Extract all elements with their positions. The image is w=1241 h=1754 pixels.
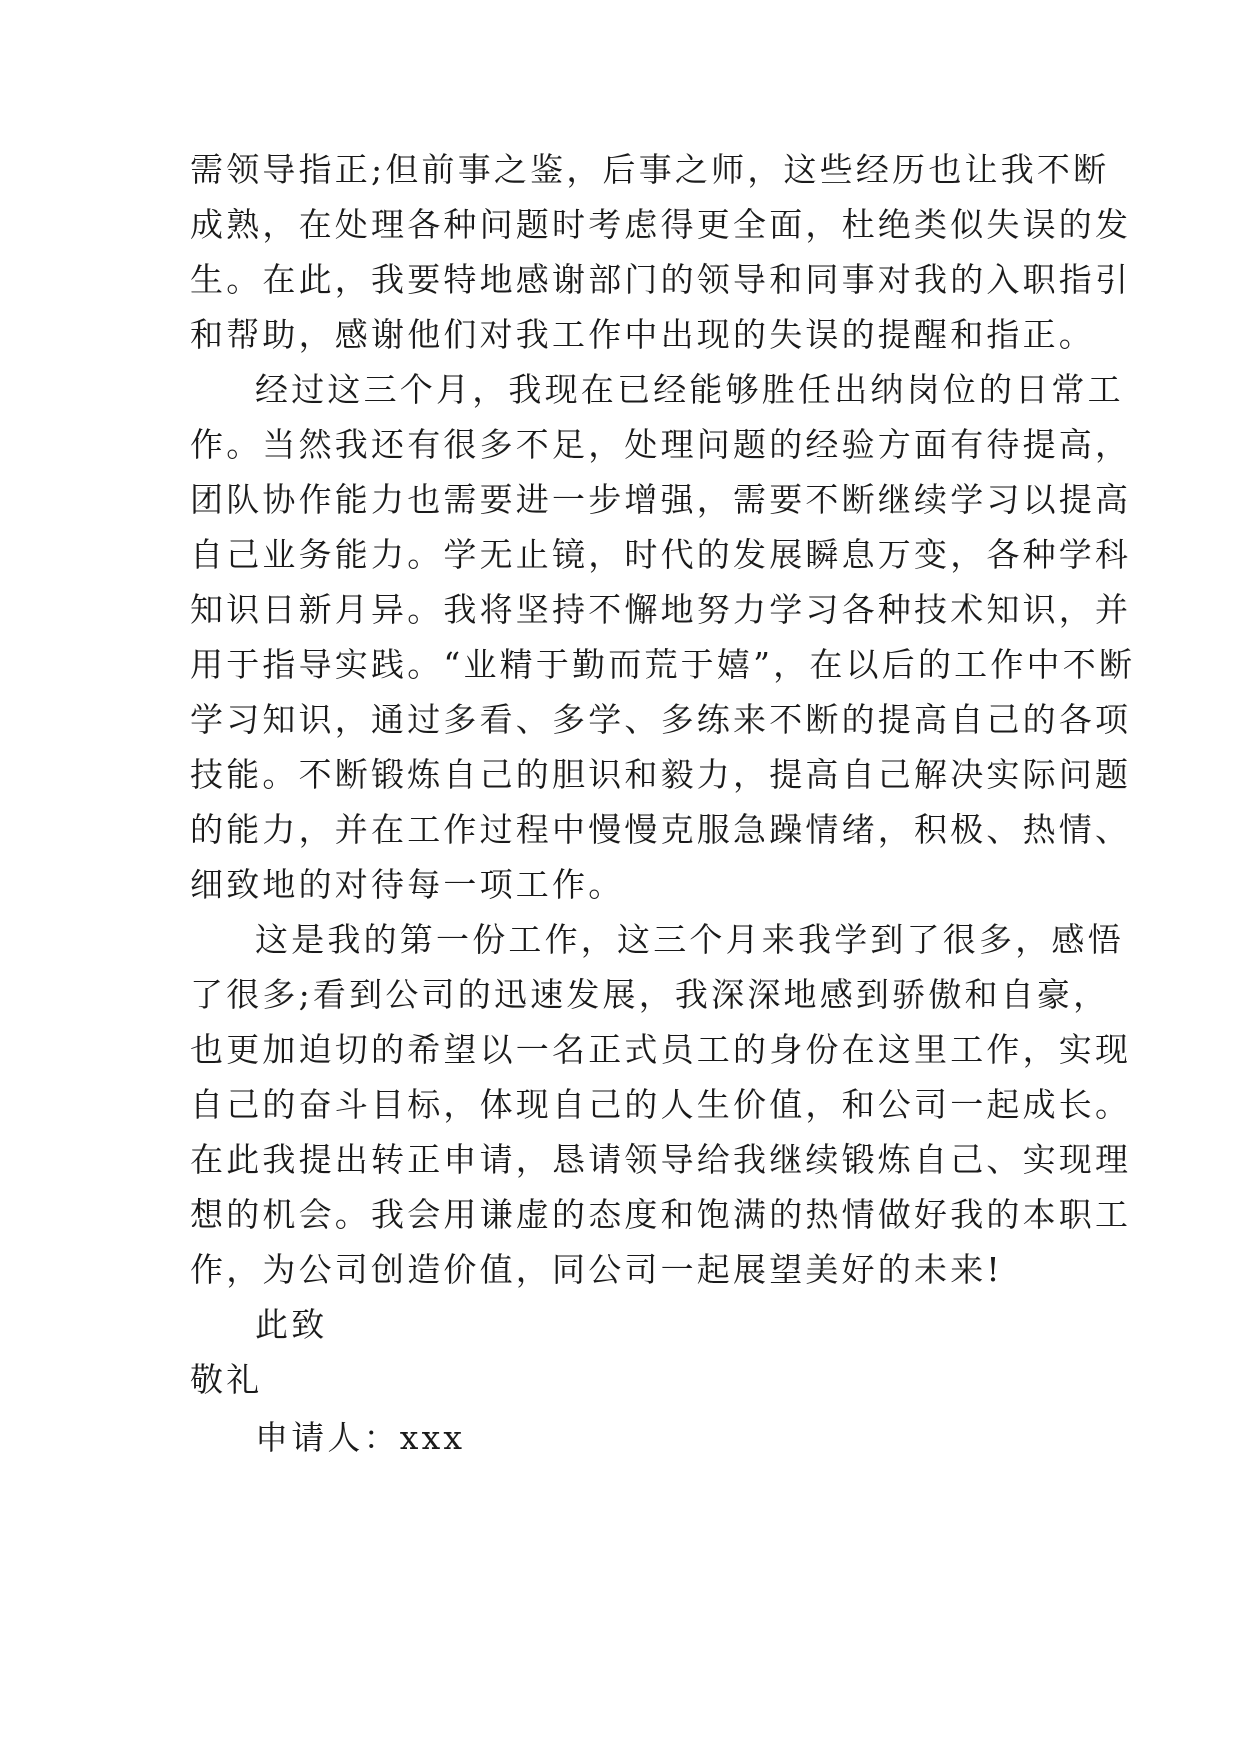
body-line: 了很多;看到公司的迅速发展，我深深地感到骄傲和自豪， <box>190 975 1110 1014</box>
body-line: 作。当然我还有很多不足，处理问题的经验方面有待提高， <box>190 425 1132 464</box>
paragraph-start-line: 这是我的第一份工作，这三个月来我学到了很多，感悟 <box>255 920 1124 959</box>
body-line: 作，为公司创造价值，同公司一起展望美好的未来! <box>190 1250 1003 1289</box>
body-line: 用于指导实践。“业精于勤而荒于嬉”，在以后的工作中不断 <box>190 645 1136 684</box>
body-line: 成熟，在处理各种问题时考虑得更全面，杜绝类似失误的发 <box>190 205 1132 244</box>
body-line: 需领导指正;但前事之鉴，后事之师，这些经历也让我不断 <box>190 150 1110 189</box>
body-line: 知识日新月异。我将坚持不懈地努力学习各种技术知识，并 <box>190 590 1132 629</box>
body-line: 在此我提出转正申请，恳请领导给我继续锻炼自己、实现理 <box>190 1140 1132 1179</box>
body-line: 想的机会。我会用谦虚的态度和饱满的热情做好我的本职工 <box>190 1195 1132 1234</box>
body-line: 团队协作能力也需要进一步增强，需要不断继续学习以提高 <box>190 480 1132 519</box>
body-line: 自己的奋斗目标，体现自己的人生价值，和公司一起成长。 <box>190 1085 1132 1124</box>
body-line: 生。在此，我要特地感谢部门的领导和同事对我的入职指引 <box>190 260 1132 299</box>
body-line: 细致地的对待每一项工作。 <box>190 865 625 904</box>
body-line: 技能。不断锻炼自己的胆识和毅力，提高自己解决实际问题 <box>190 755 1132 794</box>
body-line: 的能力，并在工作过程中慢慢克服急躁情绪，积极、热情、 <box>190 810 1132 849</box>
body-line: 也更加迫切的希望以一名正式员工的身份在这里工作，实现 <box>190 1030 1132 1069</box>
body-line: 自己业务能力。学无止镜，时代的发展瞬息万变，各种学科 <box>190 535 1132 574</box>
body-line: 和帮助，感谢他们对我工作中出现的失误的提醒和指正。 <box>190 315 1095 354</box>
paragraph-start-line: 经过这三个月，我现在已经能够胜任出纳岗位的日常工 <box>255 370 1124 409</box>
closing-text: 此致 <box>255 1305 328 1344</box>
body-line: 学习知识，通过多看、多学、多练来不断的提高自己的各项 <box>190 700 1132 739</box>
signature-line: 申请人：xxx <box>255 1418 466 1457</box>
salutation-text: 敬礼 <box>190 1360 263 1399</box>
